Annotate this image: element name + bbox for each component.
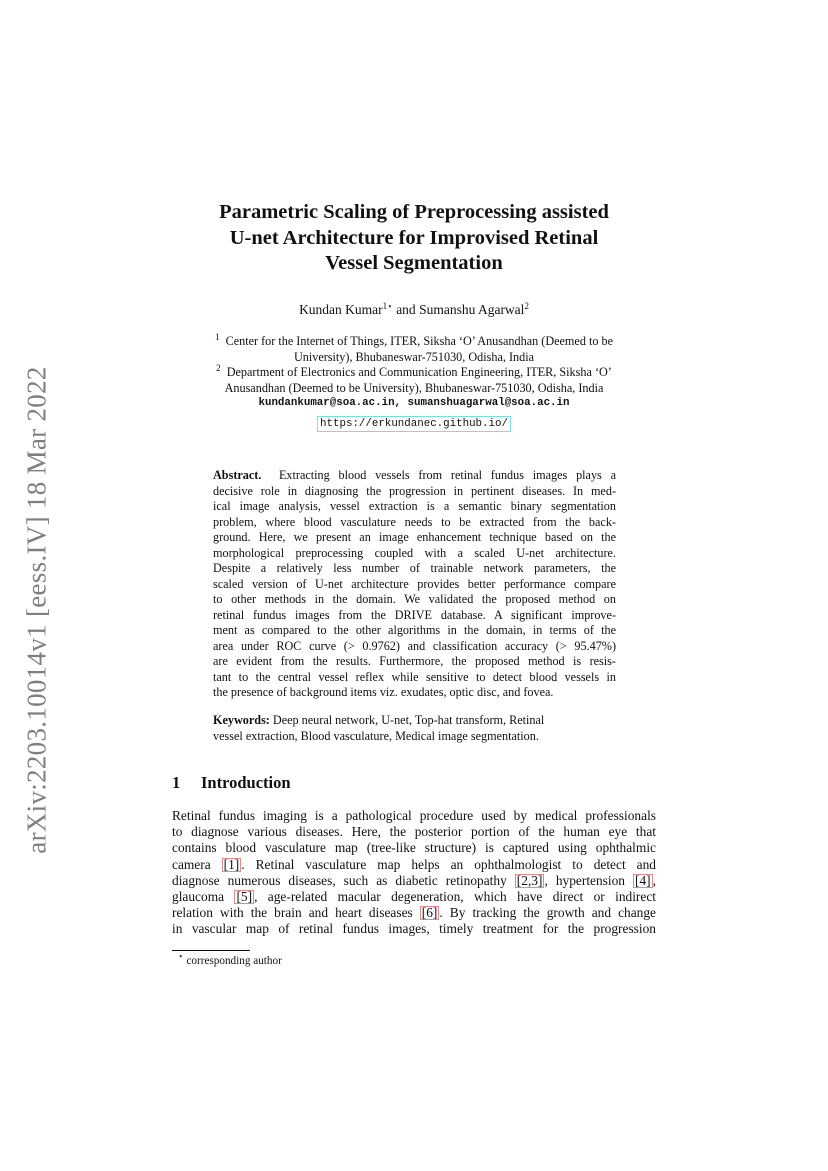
affiliation	[172, 365, 656, 396]
section-title: Introduction	[201, 773, 291, 792]
abstract-label: Abstract.	[213, 468, 262, 482]
citation-link[interactable]: [2,3]	[516, 872, 543, 888]
abstract-line: tant to the central vessel reflex while sensitive to detect blood vessels in	[213, 669, 616, 684]
citation-link[interactable]: [4]	[635, 872, 651, 888]
abstract-text: Extracting blood vessels from retinal fundus images plays a	[278, 468, 616, 482]
title-line: U-net Architecture for Improvised Retinal	[229, 226, 599, 249]
abstract-line: ment as compared to the other algorithms in the domain, in terms of the	[213, 623, 616, 637]
affiliation-line: University), Bhubaneswar-751030, Odisha, India	[293, 349, 535, 364]
author-affil-mark: 1⋆	[382, 301, 393, 311]
abstract-line: ical image analysis, vessel extraction is a semantic binary segmentation	[213, 499, 616, 513]
paragraph-text: . Retinal vasculature map helps an ophthalmologist to detect and	[241, 856, 656, 872]
affiliation-line: Anusandhan (Deemed to be University), Bhubaneswar-751030, Odisha, India	[224, 380, 604, 395]
abstract-line: to other methods in the domain. We validated the proposed method on	[213, 592, 616, 606]
paragraph-line: in vascular map of retinal fundus images, timely treatment for the progression	[172, 921, 656, 937]
abstract-line: are evident from the results. Furthermore, the proposed method is resis-	[213, 654, 616, 668]
section-heading	[172, 773, 291, 793]
author-conjunction: and	[396, 302, 416, 317]
paragraph-text: ,	[652, 872, 656, 888]
affiliation-line	[172, 334, 656, 350]
abstract-line: ground. Here, we present an image enhancement technique based on the	[213, 530, 616, 544]
arxiv-stamp-text: arXiv:2203.10014v1 [eess.IV] 18 Mar 2022	[21, 366, 52, 854]
arxiv-stamp	[22, 356, 52, 864]
paragraph-text: , hypertension	[544, 872, 634, 888]
footnote-text: corresponding author	[186, 955, 282, 967]
paragraph-line	[172, 905, 656, 921]
author-emails: kundankumar@soa.ac.in, sumanshuagarwal@soa.ac.in	[258, 397, 570, 409]
paragraph-line	[172, 889, 656, 905]
citation-link[interactable]: [5]	[236, 889, 253, 905]
abstract-line: problem, where blood vasculature needs to be extracted from the back-	[213, 514, 616, 529]
affiliation-text: Department of Electronics and Communication Engineering, ITER, Siksha ‘O’	[226, 365, 612, 379]
abstract-line: area under ROC curve (> 0.9762) and classification accuracy (> 95.47%)	[213, 638, 616, 653]
author-affil-mark: 2	[524, 301, 529, 311]
paragraph-text: diagnose numerous diseases, such as diabetic retinopathy	[172, 872, 515, 888]
section-number: 1	[172, 773, 181, 792]
citation-link[interactable]: [1]	[223, 856, 240, 872]
keywords-line: vessel extraction, Blood vasculature, Medical image segmentation.	[213, 728, 539, 743]
keywords-text: Deep neural network, U-net, Top-hat transform, Retinal	[272, 713, 545, 727]
author-homepage-link[interactable]: https://erkundanec.github.io/	[317, 416, 511, 432]
abstract-line	[213, 468, 616, 484]
abstract	[213, 468, 616, 701]
affiliation-number: 2	[216, 363, 221, 373]
affiliation-number: 1	[214, 332, 220, 342]
keywords-line	[213, 713, 616, 729]
footnote	[178, 951, 282, 967]
affiliation	[172, 334, 656, 365]
keywords	[213, 713, 616, 744]
paragraph-line	[172, 873, 656, 889]
url-row	[172, 411, 656, 432]
paragraph-line: to diagnose various diseases. Here, the posterior portion of the human eye that	[172, 824, 656, 840]
author-name: Kundan Kumar	[299, 302, 383, 317]
paragraph-line: contains blood vasculature map (tree-like structure) is captured using ophthalmic	[172, 840, 656, 856]
title-line: Vessel Segmentation	[325, 252, 503, 274]
paragraph-text: camera	[172, 856, 222, 872]
abstract-line: morphological preprocessing coupled with a scaled U-net architecture.	[213, 545, 616, 560]
abstract-line: the presence of background items viz. exudates, optic disc, and fovea.	[213, 685, 554, 699]
paragraph-line	[172, 857, 656, 873]
paper-title	[172, 200, 656, 277]
paragraph-text: . By tracking the growth and change	[439, 905, 656, 921]
introduction-paragraph	[172, 808, 656, 938]
affiliation-line	[172, 365, 656, 381]
footnote-mark: ⋆	[178, 951, 184, 961]
keywords-label: Keywords:	[213, 713, 270, 727]
paragraph-text: relation with the brain and heart diseases	[172, 905, 420, 921]
author-name: Sumanshu Agarwal	[419, 302, 525, 317]
title-line: Parametric Scaling of Preprocessing assisted	[219, 201, 609, 223]
abstract-line: Despite a relatively less number of trainable network parameters, the	[213, 561, 616, 575]
affiliation-text: Center for the Internet of Things, ITER, Siksha ‘O’ Anusandhan (Deemed to be	[225, 334, 613, 348]
paragraph-text: glaucoma	[172, 889, 235, 905]
abstract-line: decisive role in diagnosing the progression in pertinent diseases. In med-	[213, 483, 616, 498]
abstract-line: retinal fundus images from the DRIVE database. A significant improve-	[213, 607, 616, 622]
author-list	[172, 302, 656, 318]
paragraph-line: Retinal fundus imaging is a pathological procedure used by medical professionals	[172, 808, 656, 823]
abstract-line: scaled version of U-net architecture provides better performance compare	[213, 576, 616, 591]
citation-link[interactable]: [6]	[421, 905, 438, 921]
paragraph-text: , age-related macular degeneration, which have direct or indirect	[254, 889, 656, 905]
